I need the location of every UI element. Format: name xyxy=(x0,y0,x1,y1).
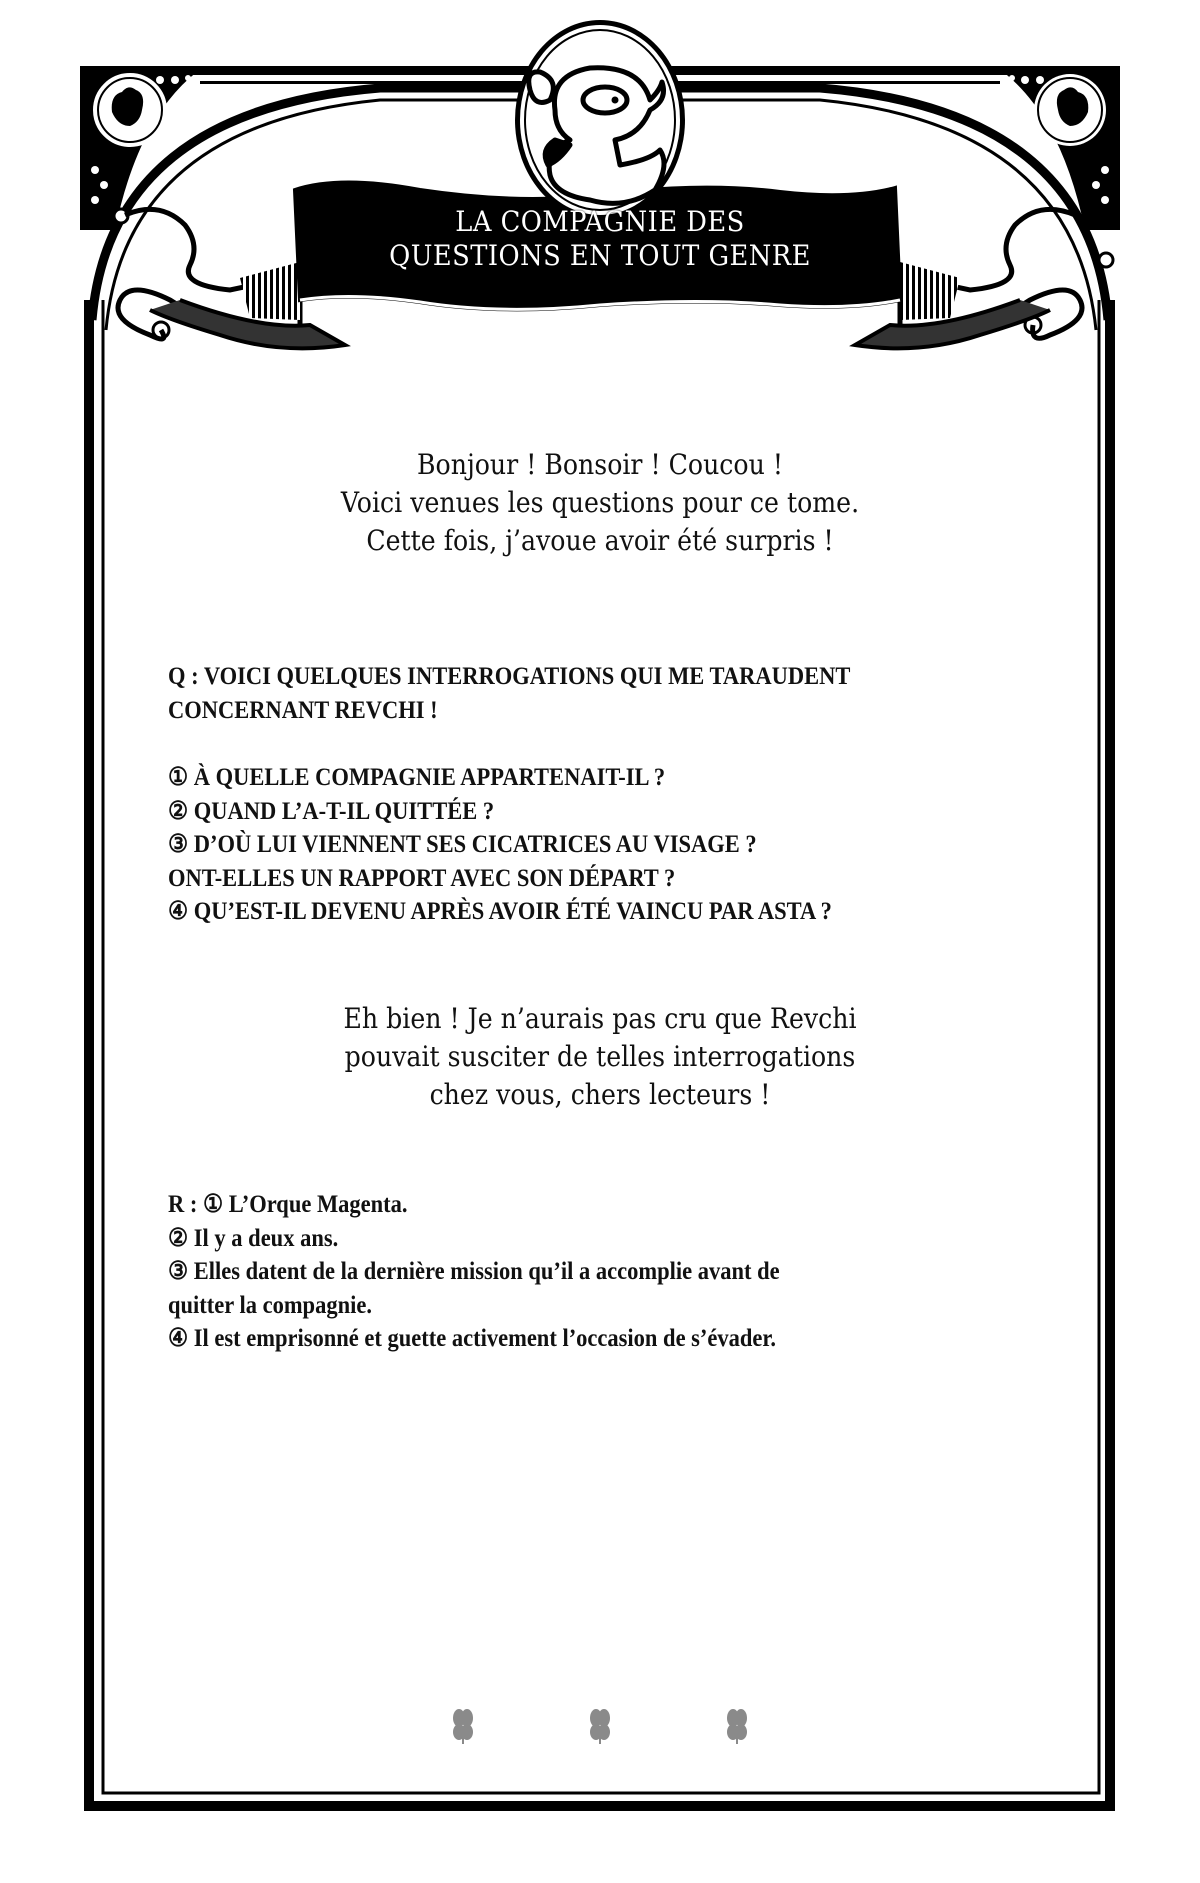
intro-line: Bonjour ! Bonsoir ! Coucou ! xyxy=(417,448,783,481)
banner-title-line: QUESTIONS EN TOUT GENRE xyxy=(389,239,811,272)
question-item: ③ D’OÙ LUI VIENNENT SES CICATRICES AU VISAGE ? xyxy=(168,831,757,858)
question-item: ② QUAND L’A-T-IL QUITTÉE ? xyxy=(168,797,495,825)
spacer xyxy=(168,727,960,761)
banner-title xyxy=(352,205,849,273)
footer-ornaments xyxy=(0,1708,1200,1748)
author-remark xyxy=(240,1000,960,1114)
intro-line: Cette fois, j’avoue avoir été surpris ! xyxy=(366,524,834,557)
answer-line: ③ Elles datent de la dernière mission qu’il a accomplie avant de xyxy=(168,1258,780,1285)
question-line: Q : VOICI QUELQUES INTERROGATIONS QUI ME TARAUDENT xyxy=(168,663,851,690)
answer-line: ④ Il est emprisonné et guette activement l’occasion de s’évader. xyxy=(168,1325,776,1352)
intro-line: Voici venues les questions pour ce tome. xyxy=(340,486,860,519)
remark-line: pouvait susciter de telles interrogations xyxy=(344,1040,856,1073)
question-item: ④ QU’EST-IL DEVENU APRÈS AVOIR ÉTÉ VAINCU PAR ASTA ? xyxy=(168,898,832,925)
answer-line: R : ① L’Orque Magenta. xyxy=(168,1191,408,1218)
four-leaf-clover-icon xyxy=(726,1708,748,1744)
question-item: ① À QUELLE COMPAGNIE APPARTENAIT-IL ? xyxy=(168,764,666,791)
four-leaf-clover-icon xyxy=(589,1708,611,1744)
author-answer xyxy=(168,1188,978,1356)
remark-line: chez vous, chers lecteurs ! xyxy=(429,1078,771,1111)
remark-line: Eh bien ! Je n’aurais pas cru que Revchi xyxy=(343,1002,857,1035)
intro-text xyxy=(240,446,960,560)
question-item: ONT-ELLES UN RAPPORT AVEC SON DÉPART ? xyxy=(168,864,676,892)
answer-line: ② Il y a deux ans. xyxy=(168,1224,339,1252)
answer-line: quitter la compagnie. xyxy=(168,1291,372,1319)
question-line: CONCERNANT REVCHI ! xyxy=(168,696,438,724)
mascot-medallion xyxy=(515,20,685,220)
four-leaf-clover-icon xyxy=(452,1708,474,1744)
reader-question xyxy=(168,660,960,929)
banner-title-line: LA COMPAGNIE DES xyxy=(455,205,745,238)
